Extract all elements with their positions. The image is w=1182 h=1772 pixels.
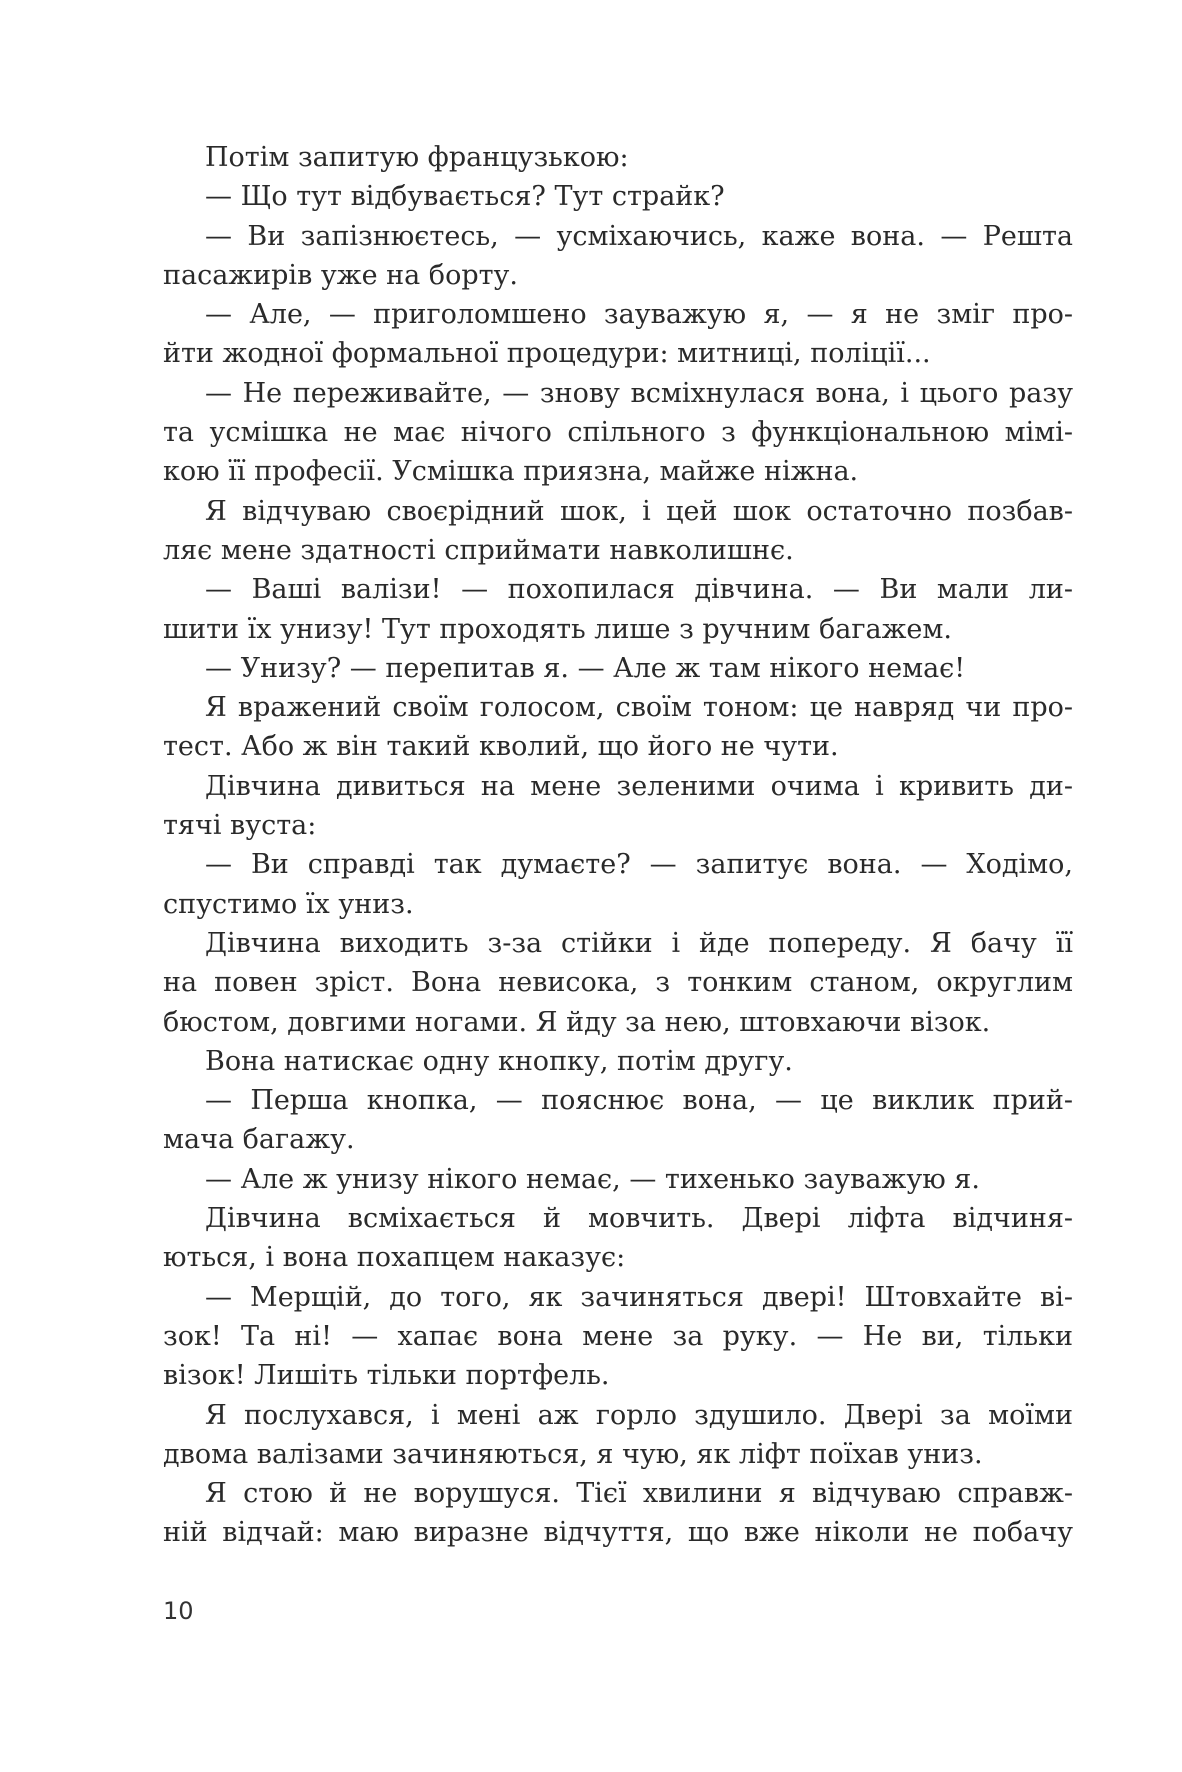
text-line: ються, і вона похапцем наказує: [163, 1242, 626, 1274]
text-line: кою її професії. Усмішка приязна, майже ніжна. [163, 456, 859, 488]
text-line: ляє мене здатності сприймати навколишнє. [163, 534, 794, 566]
text-line: зок! Та ні! — хапає вона мене за руку. — Не ви, тільки [163, 1320, 1073, 1352]
text-line: — Що тут відбувається? Тут страйк? [205, 181, 725, 213]
text-line: Я відчуваю своєрідний шок, і цей шок остаточно позбав- [205, 495, 1073, 527]
text-line: — Але, — приголомшено зауважую я, — я не зміг про- [205, 299, 1073, 331]
body-text [163, 138, 1073, 1553]
text-line: Дівчина всміхається й мовчить. Двері ліфта відчиня- [205, 1203, 1073, 1235]
paragraph [163, 1160, 1073, 1199]
text-line: Потім запитую французькою: [205, 142, 629, 173]
text-line: спустимо їх униз. [163, 888, 414, 920]
paragraph [163, 570, 1073, 649]
paragraph [163, 845, 1073, 924]
paragraph [163, 1278, 1073, 1396]
paragraph [163, 1042, 1073, 1081]
text-line: бюстом, довгими ногами. Я йду за нею, штовхаючи візок. [163, 1006, 991, 1038]
text-line: Вона натискає одну кнопку, потім другу. [205, 1045, 793, 1077]
page-number: 10 [163, 1597, 194, 1625]
paragraph [163, 492, 1073, 571]
text-line: — Мерщій, до того, як зачиняться двері! Штовхайте ві- [205, 1281, 1073, 1313]
paragraph [163, 649, 1073, 688]
paragraph [163, 688, 1073, 767]
paragraph [163, 767, 1073, 846]
paragraph [163, 924, 1073, 1042]
text-line: Я стою й не ворушуся. Тієї хвилини я відчуваю справж- [205, 1478, 1073, 1510]
text-line: — Не переживайте, — знову всміхнулася вона, і цього разу [205, 377, 1073, 409]
text-line: пасажирів уже на борту. [163, 259, 519, 291]
paragraph [163, 1199, 1073, 1278]
text-line: Я послухався, і мені аж горло здушило. Двері за моїми [205, 1399, 1073, 1431]
text-line: ній відчай: маю виразне відчуття, що вже ніколи не побачу [163, 1517, 1073, 1549]
text-line: Дівчина виходить з-за стійки і йде попереду. Я бачу її [205, 927, 1073, 959]
paragraph [163, 217, 1073, 296]
text-line: шити їх унизу! Тут проходять лише з ручним багажем. [163, 613, 952, 645]
text-line: двома валізами зачиняються, я чую, як ліфт поїхав униз. [163, 1438, 983, 1470]
paragraph [163, 374, 1073, 492]
text-line: тест. Або ж він такий кволий, що його не чути. [163, 731, 839, 763]
text-line: Я вражений своїм голосом, своїм тоном: це навряд чи про- [205, 692, 1073, 724]
text-line: Дівчина дивиться на мене зеленими очима і кривить ди- [205, 770, 1073, 802]
text-line: — Ваші валізи! — похопилася дівчина. — Ви мали ли- [205, 574, 1073, 606]
paragraph [163, 295, 1073, 374]
text-line: візок! Лишіть тільки портфель. [163, 1360, 610, 1392]
paragraph [163, 138, 1073, 177]
text-line: — Унизу? — перепитав я. — Але ж там нікого немає! [205, 652, 966, 684]
paragraph [163, 1396, 1073, 1475]
paragraph [163, 1474, 1073, 1553]
text-line: та усмішка не має нічого спільного з функціональною мімі- [163, 417, 1073, 449]
text-line: мача багажу. [163, 1124, 355, 1156]
text-line: йти жодної формальної процедури: митниці, поліції... [163, 338, 931, 370]
text-line: — Ви запізнюєтесь, — усміхаючись, каже вона. — Решта [205, 220, 1073, 252]
text-line: — Але ж унизу нікого немає, — тихенько зауважую я. [205, 1163, 980, 1195]
text-line: на повен зріст. Вона невисока, з тонким станом, округлим [163, 967, 1073, 999]
paragraph [163, 1081, 1073, 1160]
paragraph [163, 177, 1073, 216]
text-line: — Ви справді так думаєте? — запитує вона. — Ходімо, [205, 849, 1073, 881]
text-line: тячі вуста: [163, 810, 317, 842]
text-line: — Перша кнопка, — пояснює вона, — це виклик прий- [205, 1085, 1073, 1117]
